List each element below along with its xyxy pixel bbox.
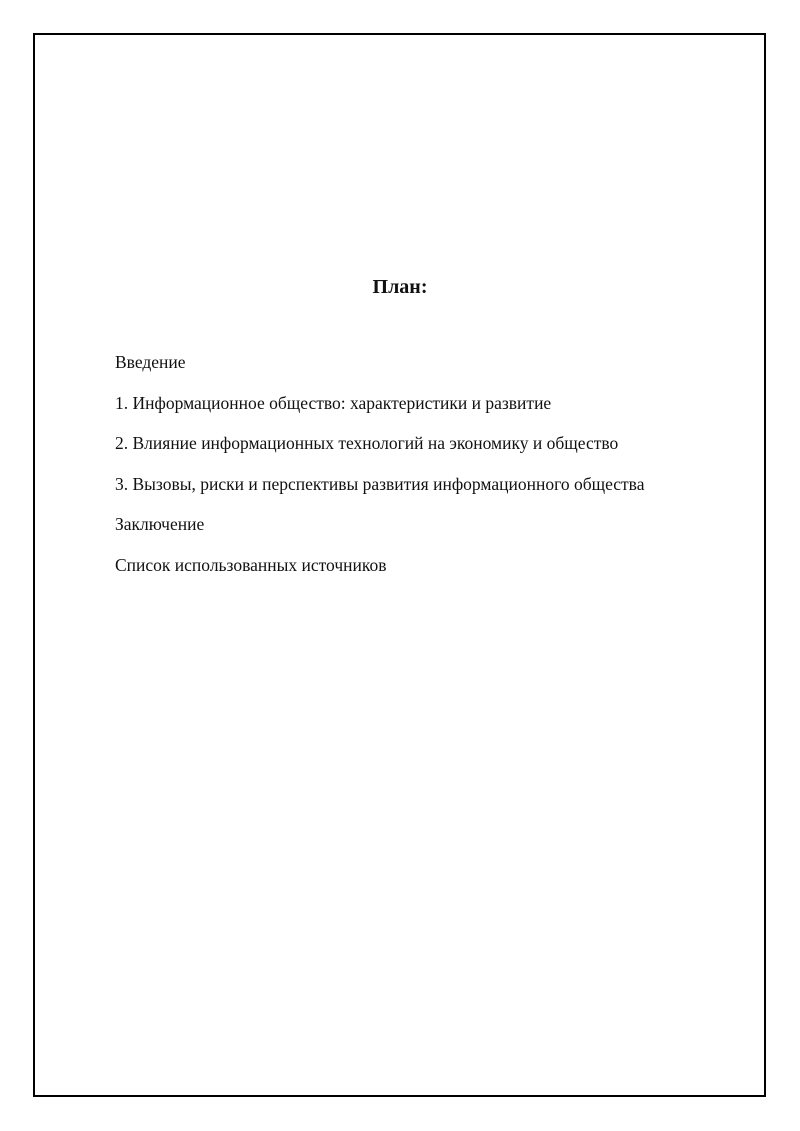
toc-item-conclusion: Заключение (115, 514, 205, 535)
toc-item-chapter-2: 2. Влияние информационных технологий на экономику и общество (115, 433, 619, 454)
toc-item-references: Список использованных источников (115, 554, 387, 575)
page-title: План: (372, 276, 428, 298)
toc-item-introduction: Введение (115, 352, 186, 372)
toc-item-chapter-3: 3. Вызовы, риски и перспективы развития информационного общества (115, 473, 645, 494)
toc-item-chapter-1: 1. Информационное общество: характеристики и развитие (115, 392, 552, 413)
table-of-contents (115, 350, 645, 594)
